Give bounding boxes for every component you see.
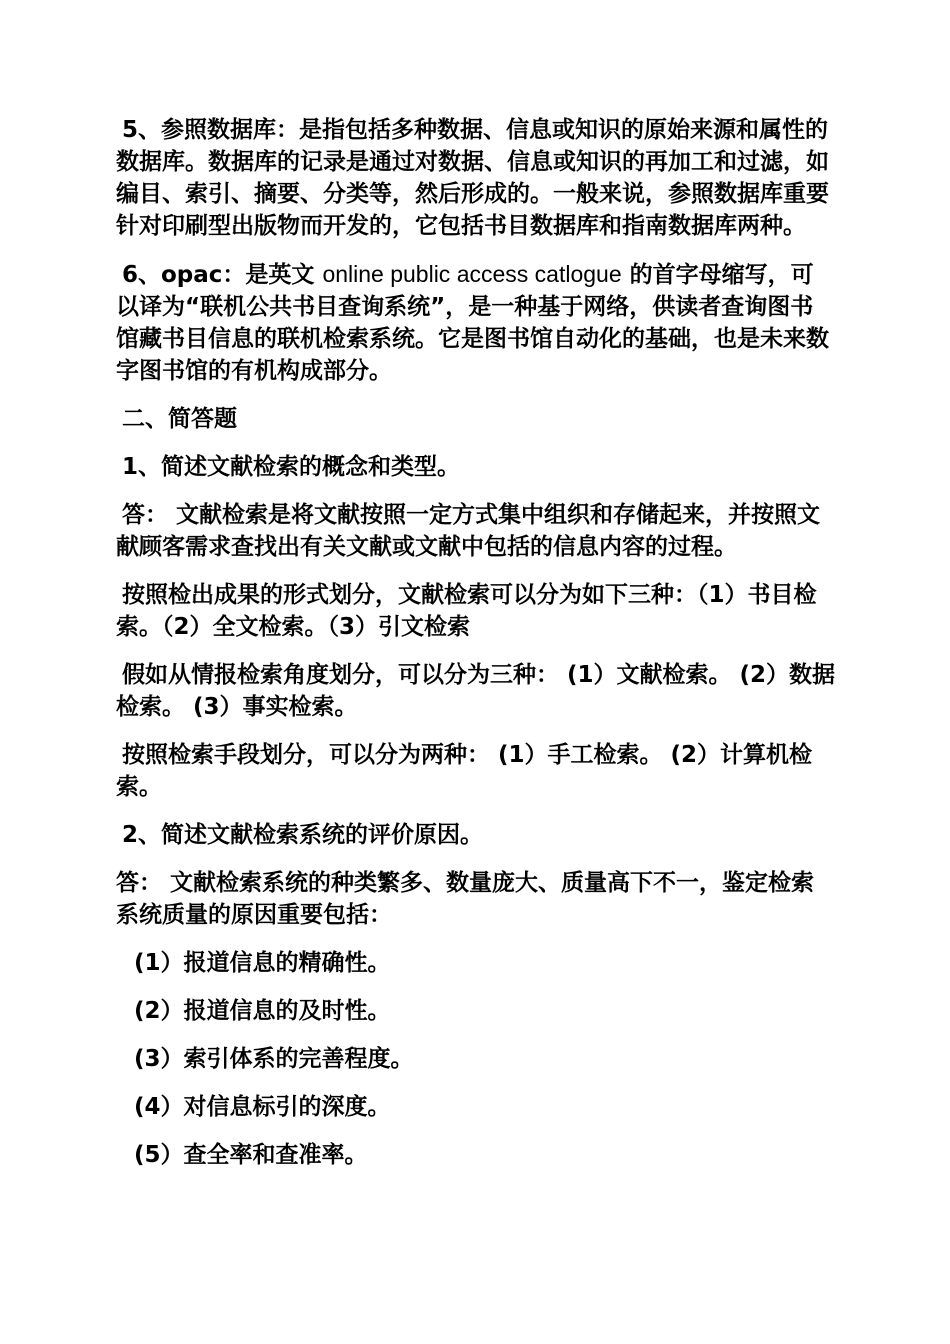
- paragraph-opac: [116, 258, 836, 387]
- answer-1-types-by-means: 按照检索手段划分，可以分为两种： (1）手工检索。 (2）计算机检索。: [116, 742, 813, 800]
- list-item: (2）报道信息的及时性。: [134, 998, 391, 1024]
- opac-prefix: 6、opac：是英文: [122, 262, 323, 288]
- answer-1-types-by-result: 按照检出成果的形式划分，文献检索可以分为如下三种：（1）书目检索。（2）全文检索。（3）引文检索: [116, 582, 817, 640]
- answer-1-types-by-angle: 假如从情报检索角度划分，可以分为三种： (1）文献检索。 (2）数据检索。 (3）事实检索。: [116, 662, 836, 720]
- opac-english-term: online public access catlogue: [322, 261, 622, 287]
- question-1: 1、简述文献检索的概念和类型。: [122, 454, 461, 480]
- answer-1: 答： 文献检索是将文献按照一定方式集中组织和存储起来，并按照文献顾客需求查找出有关文献或文献中包括的信息内容的过程。: [116, 502, 821, 560]
- section-heading: 二、简答题: [122, 406, 237, 432]
- answer-2-list: [116, 947, 836, 1171]
- answer-2: 答： 文献检索系统的种类繁多、数量庞大、质量高下不一，鉴定检索系统质量的原因重要包括：: [116, 870, 815, 928]
- document-page: [116, 114, 836, 1187]
- list-item: (5）查全率和查准率。: [134, 1142, 368, 1168]
- paragraph-reference-database: 5、参照数据库：是指包括多种数据、信息或知识的原始来源和属性的数据库。数据库的记录是通过对数据、信息或知识的再加工和过滤，如编目、索引、摘要、分类等，然后形成的。一般来说，参照数据库重要针对印刷型出版物而开发的，它包括书目数据库和指南数据库两种。: [116, 117, 829, 239]
- list-item: (4）对信息标引的深度。: [134, 1094, 391, 1120]
- list-item: (1）报道信息的精确性。: [134, 950, 391, 976]
- opac-suffix: 的首字母缩写，可以译为“联机公共书目查询系统”，是一种基于网络，供读者查询图书馆藏书目信息的联机检索系统。它是图书馆自动化的基础，也是未来数字图书馆的有机构成部分。: [116, 262, 829, 384]
- question-2: 2、简述文献检索系统的评价原因。: [122, 822, 484, 848]
- list-item: (3）索引体系的完善程度。: [134, 1046, 414, 1072]
